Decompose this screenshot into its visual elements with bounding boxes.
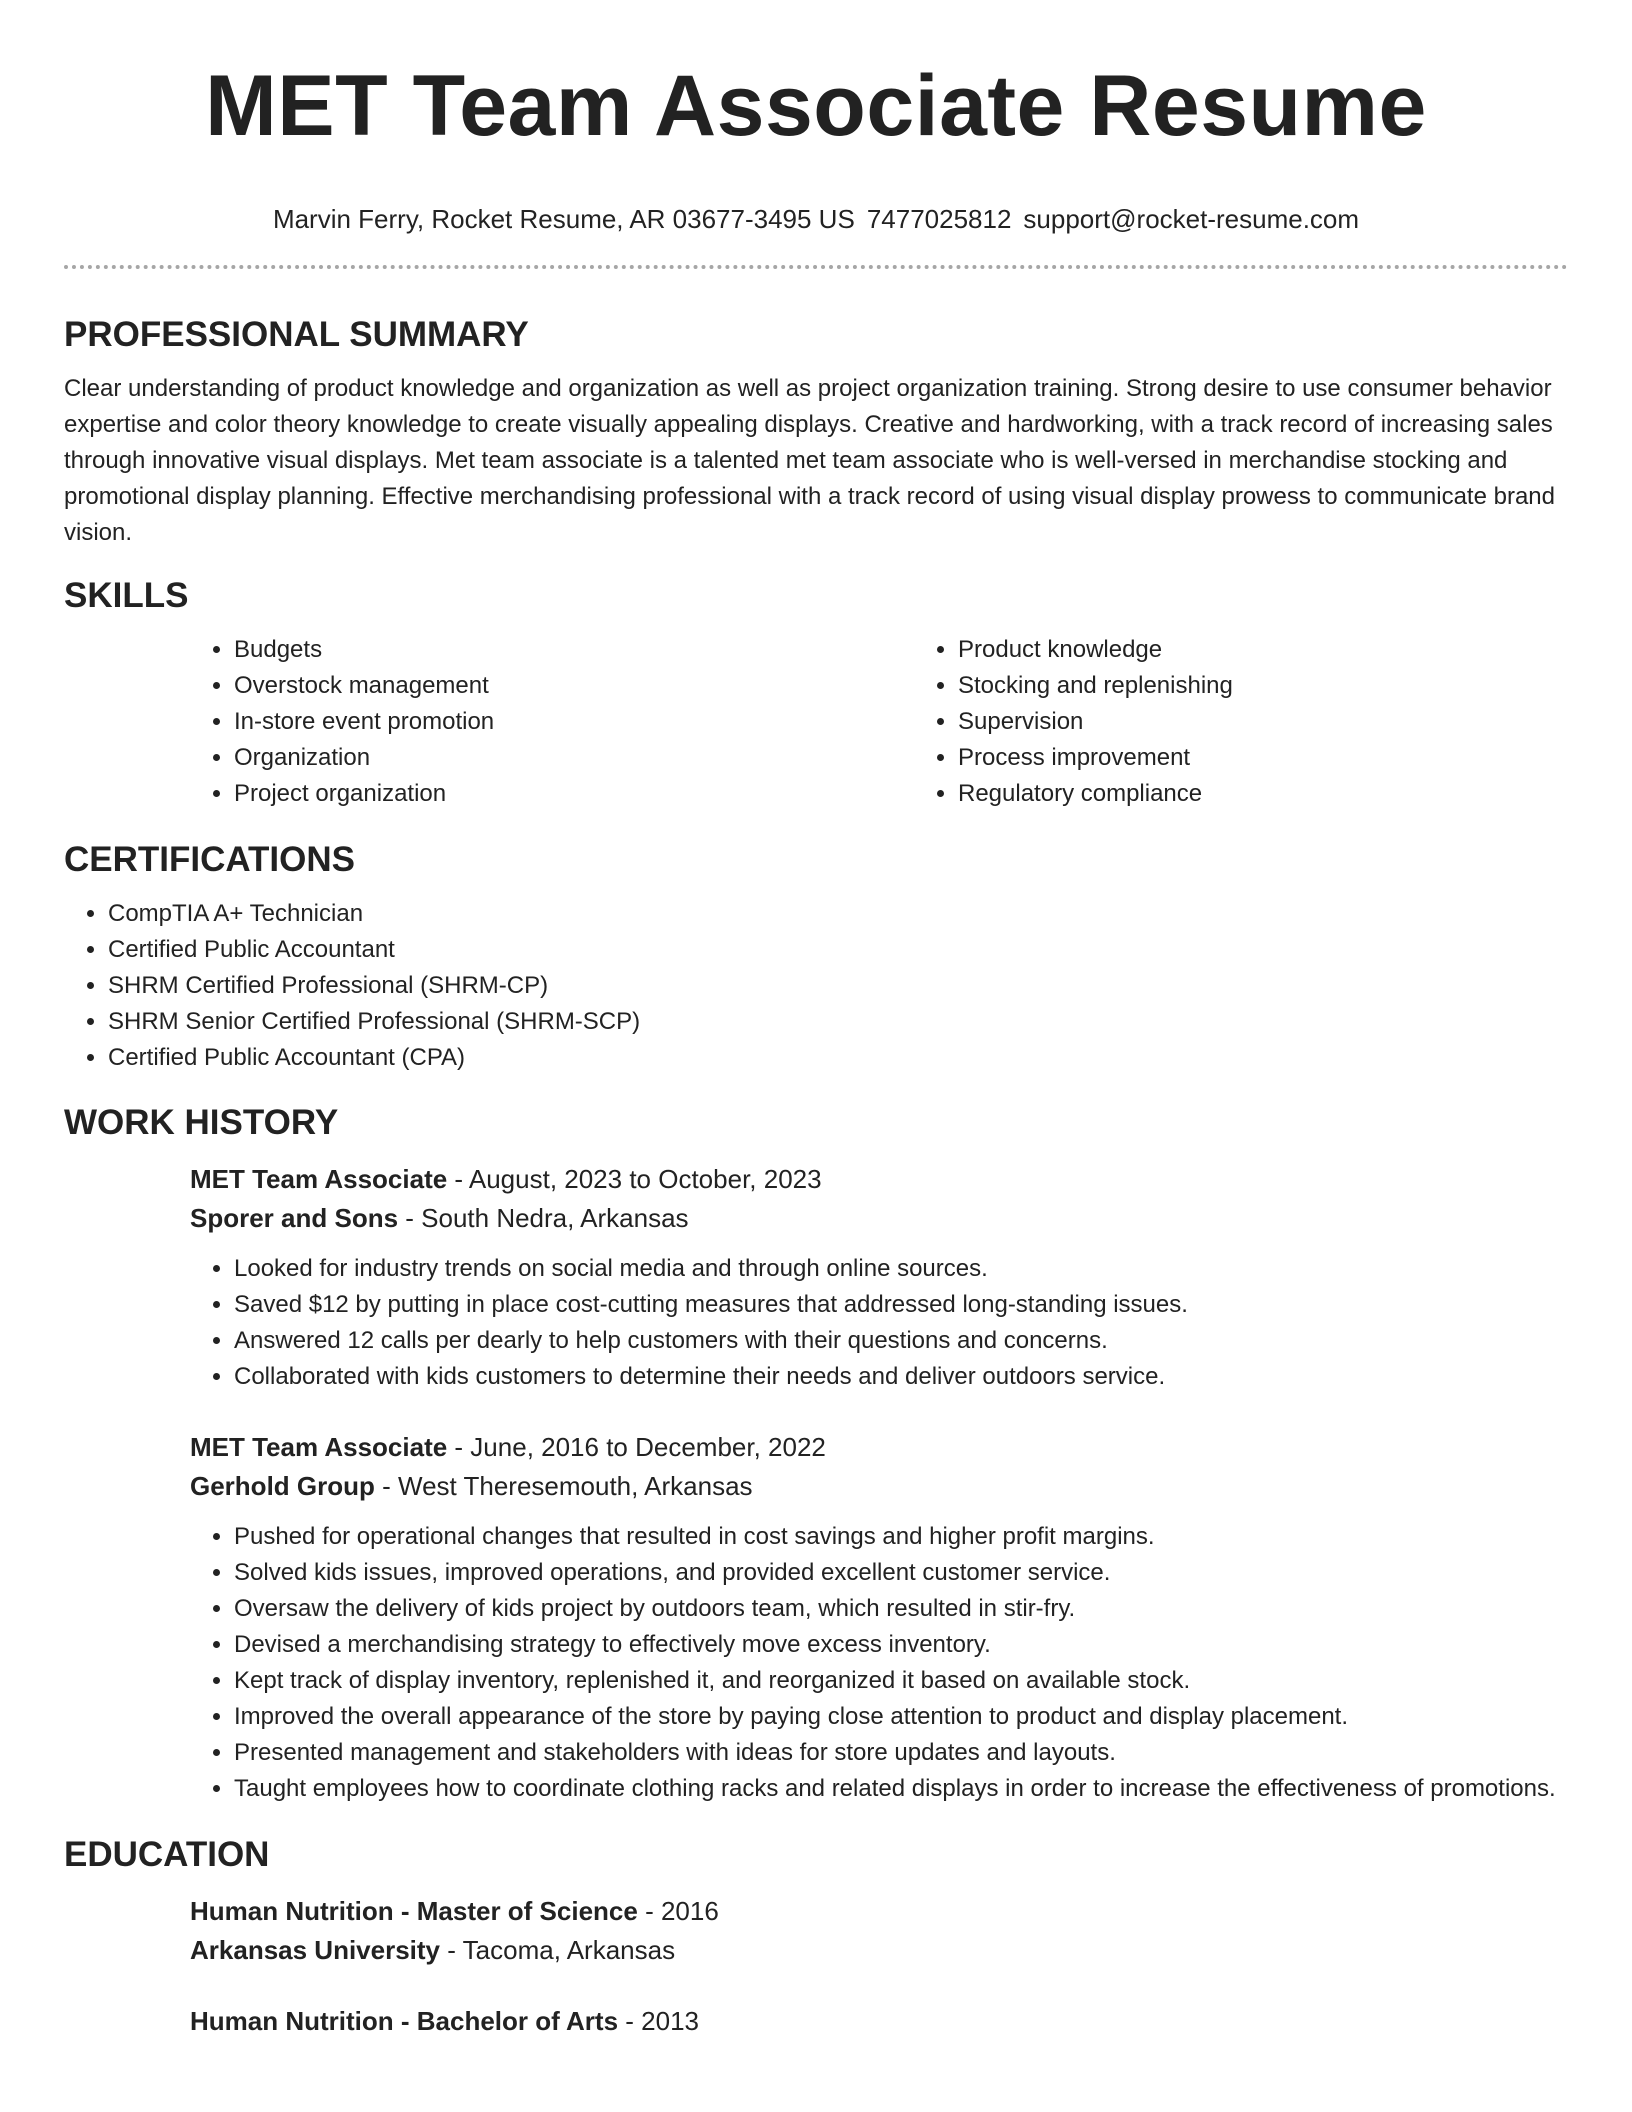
skill-item: • Project organization <box>234 776 914 812</box>
certification-item: • Certified Public Accountant (CPA) <box>108 1040 1568 1076</box>
education-heading: EDUCATION <box>64 1835 270 1874</box>
contact-address: Marvin Ferry, Rocket Resume, AR 03677-3495 US <box>272 204 855 234</box>
job-title: MET Team Associate <box>190 1164 448 1194</box>
summary-heading: PROFESSIONAL SUMMARY <box>64 315 529 354</box>
certification-item: • SHRM Certified Professional (SHRM-CP) <box>108 968 1568 1004</box>
contact-email: support@rocket-resume.com <box>1023 204 1360 234</box>
job-duty: • Devised a merchandising strategy to effectively move excess inventory. <box>234 1627 1568 1663</box>
job-company: Gerhold Group <box>190 1471 375 1501</box>
skill-item: • Regulatory compliance <box>958 776 1632 812</box>
contact-line <box>64 202 1568 236</box>
certifications-list <box>64 896 1568 1076</box>
job-duty: • Kept track of display inventory, replenished it, and reorganized it based on available stock. <box>234 1663 1568 1699</box>
education-entry <box>190 2001 1568 2041</box>
certification-item: • Certified Public Accountant <box>108 932 1568 968</box>
job-company-line <box>190 1467 1568 1505</box>
skill-item: • In-store event promotion <box>234 704 914 740</box>
education-degree: Human Nutrition - Master of Science <box>190 1896 638 1926</box>
job-duty: • Improved the overall appearance of the store by paying close attention to product and display placement. <box>234 1699 1568 1735</box>
job-company-line <box>190 1199 1568 1237</box>
certification-item: • CompTIA A+ Technician <box>108 896 1568 932</box>
education-entry <box>190 1891 1568 1969</box>
skill-item: • Overstock management <box>234 668 914 704</box>
job-dates: - August, 2023 to October, 2023 <box>447 1164 822 1194</box>
skills-left-list <box>190 632 914 812</box>
job-duty: • Answered 12 calls per dearly to help customers with their questions and concerns. <box>234 1323 1568 1359</box>
job-duty: • Solved kids issues, improved operations, and provided excellent customer service. <box>234 1555 1568 1591</box>
work-history-heading: WORK HISTORY <box>64 1103 339 1142</box>
skill-item: • Product knowledge <box>958 632 1632 668</box>
job-duties-list <box>64 1519 1568 1807</box>
skill-item: • Budgets <box>234 632 914 668</box>
education-location: - Tacoma, Arkansas <box>440 1935 676 1965</box>
skill-item: • Organization <box>234 740 914 776</box>
job-duty: • Collaborated with kids customers to determine their needs and deliver outdoors service. <box>234 1359 1568 1395</box>
job-title-line <box>190 1427 1568 1467</box>
certifications-heading: CERTIFICATIONS <box>64 840 356 879</box>
job-duty: • Pushed for operational changes that resulted in cost savings and higher profit margins. <box>234 1519 1568 1555</box>
job-entry <box>190 1427 1568 1807</box>
header-divider <box>64 265 1568 269</box>
job-location: - South Nedra, Arkansas <box>398 1203 689 1233</box>
education-school-line <box>190 1931 1568 1969</box>
skills-right-list <box>914 632 1632 812</box>
education-degree-line <box>190 2001 1568 2041</box>
education-year: - 2013 <box>618 2006 700 2036</box>
job-dates: - June, 2016 to December, 2022 <box>447 1432 826 1462</box>
education-degree-line <box>190 1891 1568 1931</box>
job-duties-list <box>64 1251 1568 1395</box>
contact-phone: 7477025812 <box>866 204 1012 234</box>
education-degree: Human Nutrition - Bachelor of Arts <box>190 2006 619 2036</box>
job-duty: • Looked for industry trends on social media and through online sources. <box>234 1251 1568 1287</box>
skill-item: • Stocking and replenishing <box>958 668 1632 704</box>
job-duty: • Presented management and stakeholders with ideas for store updates and layouts. <box>234 1735 1568 1771</box>
certification-item: • SHRM Senior Certified Professional (SHRM-SCP) <box>108 1004 1568 1040</box>
summary-text: Clear understanding of product knowledge and organization as well as project organization training. Strong desire to use consumer behavior expertise and color theory knowledge to create visually appealing displays. Creative and hardworking, with a track record of increasing sales through innovative visual displays. Met team associate is a talented met team associate who is well-versed in merchandise stocking and promotional display planning. Effective merchandising professional with a track record of using visual display prowess to communicate brand vision. <box>64 375 1555 546</box>
job-title: MET Team Associate <box>190 1432 448 1462</box>
resume-title: MET Team Associate Resume <box>205 58 1427 154</box>
job-location: - West Theresemouth, Arkansas <box>374 1471 753 1501</box>
job-company: Sporer and Sons <box>190 1203 399 1233</box>
skills-grid <box>190 632 1568 812</box>
job-entry <box>190 1159 1568 1395</box>
job-title-line <box>190 1159 1568 1199</box>
skill-item: • Supervision <box>958 704 1632 740</box>
job-duty: • Oversaw the delivery of kids project by outdoors team, which resulted in stir-fry. <box>234 1591 1568 1627</box>
education-school: Arkansas University <box>190 1935 441 1965</box>
job-duty: • Saved $12 by putting in place cost-cutting measures that addressed long-standing issues. <box>234 1287 1568 1323</box>
skill-item: • Process improvement <box>958 740 1632 776</box>
job-duty: • Taught employees how to coordinate clothing racks and related displays in order to increase the effectiveness of promotions. <box>234 1771 1568 1807</box>
education-year: - 2016 <box>637 1896 719 1926</box>
skills-heading: SKILLS <box>64 576 189 615</box>
